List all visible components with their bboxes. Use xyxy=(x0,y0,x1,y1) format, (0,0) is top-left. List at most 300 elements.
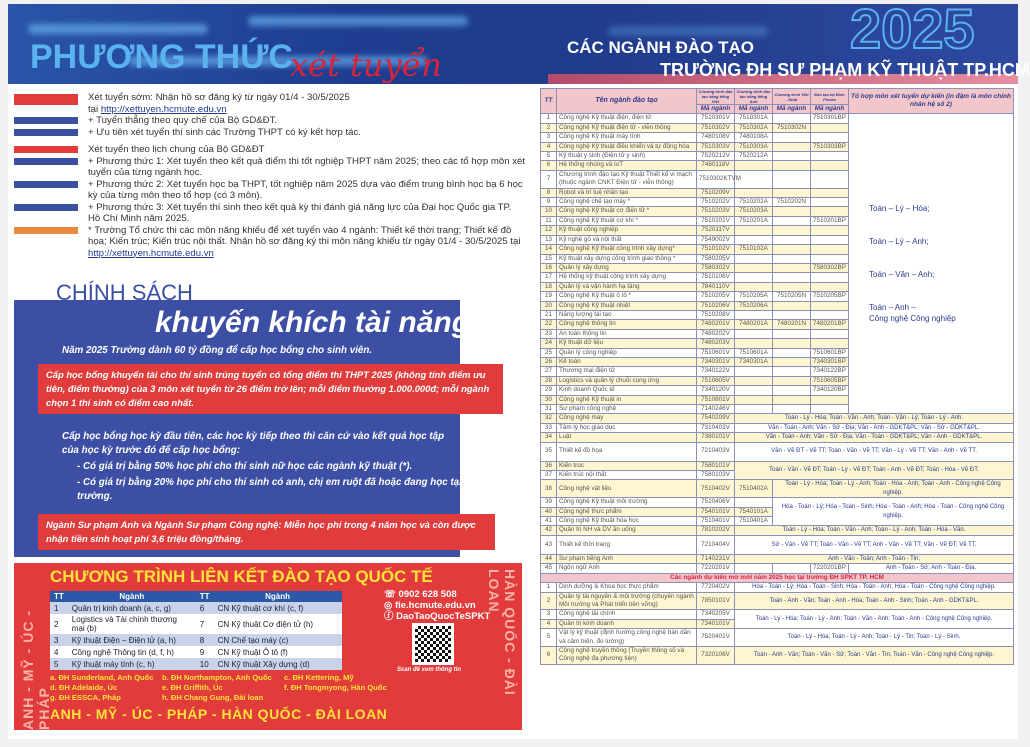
combination: Công nghệ Công nghiệp xyxy=(869,314,956,324)
code-binh-phuoc: 7510303BP xyxy=(811,142,849,151)
row-number: 39 xyxy=(541,498,557,507)
code-vietnamese: 7340120V xyxy=(697,386,735,395)
col-combinations: Tổ hợp môn xét tuyển dự kiến (in đậm là môn chính nhân hệ số 2) xyxy=(849,89,1014,114)
code-binh-phuoc xyxy=(811,161,849,170)
partner-university: g. ĐH ESSCA, Pháp xyxy=(50,693,121,702)
code-vietnamese: 7580101V xyxy=(697,461,735,470)
program-name: Năng lượng tái tạo xyxy=(557,310,697,319)
row-number: 13 xyxy=(541,235,557,244)
website[interactable]: fie.hcmute.edu.vn xyxy=(394,600,476,611)
code-vietnamese: 7510201V xyxy=(697,216,735,225)
row-number: 11 xyxy=(541,216,557,225)
direct-admission: + Tuyển thẳng theo quy chế của Bộ GD&ĐT. xyxy=(88,115,278,126)
row-number: 5 xyxy=(50,658,68,670)
program-name: Công nghệ Kỹ thuật môi trường xyxy=(557,498,697,507)
red-marker xyxy=(14,146,78,153)
code-vietnamese: 7520401V xyxy=(697,629,735,647)
row-number: 24 xyxy=(541,339,557,348)
code-vietnamese: 7580302V xyxy=(697,263,735,272)
program-name: Kỹ thuật công nghiệp xyxy=(557,226,697,235)
table-row xyxy=(541,114,1014,123)
code-vietnamese: 7580205V xyxy=(697,254,735,263)
partner-university: d. ĐH Adelaide, Úc xyxy=(50,683,118,692)
code-japanese xyxy=(773,207,811,216)
admission-link[interactable]: http://xettuyen.hcmute.edu.vn xyxy=(100,103,227,115)
row-number: 35 xyxy=(541,442,557,461)
admission-combinations: Văn - Toán - Anh; Văn - Sử - Địa; Văn - Toán - GDKT&PL; Văn - Anh - GDKT&PL. xyxy=(735,433,1014,442)
row-number: 34 xyxy=(541,433,557,442)
priority-admission: + Ưu tiên xét tuyển thí sinh các Trường THPT có ký kết hợp tác. xyxy=(88,126,361,138)
code-binh-phuoc xyxy=(811,310,849,319)
col-japanese: Chương trình Việt - Nhật xyxy=(773,89,811,105)
code-vietnamese: 7510601V xyxy=(697,348,735,357)
code-english xyxy=(735,161,773,170)
code-english xyxy=(735,339,773,348)
admission-combinations: Anh - Văn - Toán; Anh - Toán - Tin; xyxy=(735,554,1014,563)
code-japanese: 7510205N xyxy=(773,292,811,301)
program-name: Công nghệ Kỹ thuật hóa học xyxy=(557,517,697,526)
row-number: 6 xyxy=(196,602,214,614)
row-number: 6 xyxy=(541,646,557,664)
code-binh-phuoc xyxy=(811,226,849,235)
code-binh-phuoc: 7510205BP xyxy=(811,292,849,301)
row-number: 1 xyxy=(50,602,68,614)
programs-table-wrap xyxy=(540,88,1014,665)
code-binh-phuoc xyxy=(811,235,849,244)
row-number: 2 xyxy=(50,614,68,634)
code-english xyxy=(735,386,773,395)
intl-row xyxy=(50,634,342,646)
at-label: tại xyxy=(88,103,101,115)
code-vietnamese: 7510203V xyxy=(697,207,735,216)
code-japanese: 7510302N xyxy=(773,123,811,132)
row-number: 8 xyxy=(541,188,557,197)
code-binh-phuoc xyxy=(811,198,849,207)
row-number: 3 xyxy=(50,634,68,646)
table-row xyxy=(541,480,1014,498)
code-japanese xyxy=(773,348,811,357)
facebook[interactable]: DaoTaoQuocTeSPKT xyxy=(396,611,491,622)
code-vietnamese: 7850101V xyxy=(697,592,735,610)
combinations-main xyxy=(849,114,1014,414)
early-admission: Xét tuyển sớm: Nhận hồ sơ đăng ký từ ngày 01/4 - 30/5/2025 xyxy=(88,92,350,103)
row-number: 22 xyxy=(541,320,557,329)
code-vietnamese: 7549002V xyxy=(697,235,735,244)
table-row xyxy=(541,433,1014,442)
major-name: CN Chế tạo máy (c) xyxy=(214,634,342,646)
code-english xyxy=(735,263,773,272)
col-tt: TT xyxy=(196,591,214,602)
code-japanese xyxy=(773,152,811,161)
table-row xyxy=(541,629,1014,647)
programs-title: CÁC NGÀNH ĐÀO TẠO xyxy=(567,38,754,57)
row-number: 7 xyxy=(196,614,214,634)
row-number: 31 xyxy=(541,405,557,414)
row-number: 18 xyxy=(541,282,557,291)
major-name: Logistics và Tài chính thương mại (b) xyxy=(68,614,196,634)
major-name: CN Kỹ thuật Cơ điện tử (h) xyxy=(214,614,342,634)
admission-combinations: Anh - Toán - Sử; Anh - Toán - Địa. xyxy=(849,564,1014,573)
code-japanese xyxy=(773,405,811,414)
program-name: Kỹ nghệ gỗ và nội thất xyxy=(557,235,697,244)
program-name: Công nghệ Kỹ thuật công trình xây dựng* xyxy=(557,245,697,254)
method-1: + Phương thức 1: Xét tuyển theo kết quả điểm thi tốt nghiệp THPT năm 2025; theo các tổ hợp môn xét tuyển của từng ngành học. xyxy=(88,155,526,178)
table-row xyxy=(541,414,1014,423)
program-name: Quản lý xây dựng xyxy=(557,263,697,272)
major-name: CN Kỹ thuật Ô tô (f) xyxy=(214,646,342,658)
countries-banner: ANH - MỸ - ÚC - PHÁP - HÀN QUỐC - ĐÀI LOAN xyxy=(50,706,388,722)
code-english: 7510205A xyxy=(735,292,773,301)
program-name: Công nghệ thực phẩm xyxy=(557,507,697,516)
program-name: Công nghệ Kỹ thuật ô tô * xyxy=(557,292,697,301)
program-name: Robot và trí tuệ nhân tạo xyxy=(557,188,697,197)
combination: Toán – Lý – Hóa; xyxy=(869,204,930,214)
phone-icon: ☏ xyxy=(384,589,399,600)
method-3: + Phương thức 3: Xét tuyển thí sinh theo kết quả kỳ thi đánh giá năng lực của Đại học Quốc gia TP. Hồ Chí Minh năm 2025. xyxy=(88,201,512,224)
admission-combinations: Hóa - Toán - Lý; Hóa - Toán - Sinh; Hóa - Toán - Anh; Hóa - Toán - Công nghệ Công nghiệp. xyxy=(735,583,1014,592)
code-binh-phuoc xyxy=(811,273,849,282)
table-row xyxy=(541,526,1014,535)
admission-combinations: Hóa - Toán - Lý; Hóa - Toán - Sinh; Hóa - Toán - Anh; Hóa - Toán - Công nghệ Công nghiệp. xyxy=(773,498,1014,526)
code-japanese xyxy=(773,114,811,123)
code-vietnamese: 7480118V xyxy=(697,161,735,170)
aptitude-note: * Trường Tổ chức thi các môn năng khiếu để xét tuyển vào 4 ngành: Thiết kế thời trang; Thiết kế đồ họa; Kiến trúc; Kiến trúc nội thất. Nhận hồ sơ đăng ký thi môn năng khiếu từ ngày 01/4 - 30/5/2025 tại xyxy=(88,224,521,247)
code-english xyxy=(735,329,773,338)
code-label: Mã ngành xyxy=(697,105,735,114)
program-name: Kinh doanh Quốc tế xyxy=(557,386,697,395)
program-name: Quản trị kinh doanh xyxy=(557,619,697,628)
methods-title: PHƯƠNG THỨC xyxy=(30,38,293,76)
col-major: Ngành xyxy=(68,591,196,602)
code-japanese xyxy=(773,133,811,142)
row-number: 9 xyxy=(541,198,557,207)
program-name: Sư phạm công nghệ xyxy=(557,405,697,414)
web-icon: ◎ xyxy=(384,600,395,611)
code-binh-phuoc: 7510301BP xyxy=(811,114,849,123)
table-row xyxy=(541,554,1014,563)
code-binh-phuoc: 7480201BP xyxy=(811,320,849,329)
intl-row xyxy=(50,602,342,614)
program-name: Công nghệ Kỹ thuật điện tử - viễn thông xyxy=(557,123,697,132)
admission-combinations: Toán - Anh - Văn; Toán - Anh - Hóa; Toán - Anh - Sinh; Toán - Anh - GDKT&PL. xyxy=(735,592,1014,610)
program-name: Công nghệ Kỹ thuật cơ khí * xyxy=(557,216,697,225)
row-number: 14 xyxy=(541,245,557,254)
code-vietnamese: 7510301V xyxy=(697,114,735,123)
row-number: 23 xyxy=(541,329,557,338)
semester-scholarship: Cấp học bổng học kỳ đầu tiên, các học kỳ tiếp theo thì căn cứ vào kết quả học tập của học kỳ trước đó để cấp học bổng: xyxy=(62,431,445,456)
orange-marker xyxy=(14,227,78,234)
code-binh-phuoc xyxy=(811,133,849,142)
partner-university: c. ĐH Kettering, Mỹ xyxy=(284,673,354,682)
policy-subheading: khuyến khích tài năng xyxy=(155,306,471,339)
program-name: Công nghệ Kỹ thuật cơ điện tử * xyxy=(557,207,697,216)
table-row xyxy=(541,646,1014,664)
row-number: 4 xyxy=(541,142,557,151)
partner-university: a. ĐH Sunderland, Anh Quốc xyxy=(50,673,154,682)
code-n xyxy=(773,564,811,573)
code-a xyxy=(735,498,773,507)
row-number: 33 xyxy=(541,423,557,432)
code-vietnamese: 7510106V xyxy=(697,273,735,282)
code-vietnamese: 7510401V xyxy=(697,517,735,526)
program-name: Hệ thống nhúng và IoT xyxy=(557,161,697,170)
admission-combinations: Toán - Anh - Văn; Toán - Văn - Sử; Toán - Văn - Tin; Toán - Văn - Công nghệ Công nghiệp. xyxy=(735,646,1014,664)
code-vietnamese: 7140231V xyxy=(697,554,735,563)
code-binh-phuoc: 7340122BP xyxy=(811,367,849,376)
code-vietnamese: 7480201V xyxy=(697,320,735,329)
section-row xyxy=(541,573,1014,582)
code-binh-phuoc: 7580302BP xyxy=(811,263,849,272)
blue-marker xyxy=(14,129,78,136)
code-binh-phuoc xyxy=(811,188,849,197)
combination: Toán – Lý – Anh; xyxy=(869,237,929,247)
admission-combinations: Văn - Vẽ ĐT - Vẽ TT; Toán - Văn - Vẽ TT; Văn - Lý - Vẽ TT; Văn - Anh - Vẽ TT. xyxy=(735,442,1014,461)
program-name: Kỹ thuật xây dựng công trình giao thông * xyxy=(557,254,697,263)
code-japanese xyxy=(773,367,811,376)
row-number: 37 xyxy=(541,471,557,480)
program-name: Công nghệ thông tin xyxy=(557,320,697,329)
program-name: Công nghệ may xyxy=(557,414,697,423)
code-vietnamese: 7510202V xyxy=(697,198,735,207)
code-english: 7510302A xyxy=(735,123,773,132)
col-english: Chương trình đào tạo bằng tiếng Anh xyxy=(735,89,773,105)
col-name: Tên ngành đào tạo xyxy=(557,89,697,114)
code-english: 7520212A xyxy=(735,152,773,161)
intl-row xyxy=(50,658,342,670)
partner-university: f. ĐH Tongmyong, Hàn Quốc xyxy=(284,683,387,692)
code-binh-phuoc: 7510201BP xyxy=(811,216,849,225)
admission-combinations: Toán - Văn - Vẽ ĐT; Toán - Lý - Vẽ ĐT; Toán - Anh - Vẽ ĐT; Toán - Hóa - Vẽ ĐT. xyxy=(735,461,1014,480)
row-number: 7 xyxy=(541,170,557,188)
major-name: CN Kỹ thuật Xây dựng (d) xyxy=(214,658,342,670)
code-japanese xyxy=(773,282,811,291)
female-scholarship: - Có giá trị bằng 50% học phí cho thí sinh nữ học các ngành kỹ thuật (*). xyxy=(77,461,413,472)
row-number: 27 xyxy=(541,367,557,376)
code-vietnamese: 7510205V xyxy=(697,292,735,301)
code-binh-phuoc xyxy=(811,301,849,310)
col-tt: TT xyxy=(50,591,68,602)
code-a xyxy=(735,564,773,573)
code-japanese xyxy=(773,216,811,225)
code-vietnamese: 7380101V xyxy=(697,433,735,442)
program-name: Thương mại điện tử xyxy=(557,367,697,376)
code-japanese xyxy=(773,376,811,385)
code-japanese xyxy=(773,301,811,310)
code-binh-phuoc xyxy=(811,123,849,132)
code-japanese xyxy=(773,357,811,366)
code-binh-phuoc xyxy=(811,282,849,291)
qr-code[interactable] xyxy=(412,623,454,665)
table-row xyxy=(541,461,1014,470)
programs-table xyxy=(540,88,1014,665)
row-number: 6 xyxy=(541,161,557,170)
program-name: Luật xyxy=(557,433,697,442)
code-japanese xyxy=(773,386,811,395)
row-number: 40 xyxy=(541,507,557,516)
table-row xyxy=(541,442,1014,461)
code-japanese xyxy=(773,161,811,170)
row-number: 2 xyxy=(541,123,557,132)
code-vietnamese: 7220201V xyxy=(697,564,735,573)
code-english: 7510203A xyxy=(735,207,773,216)
row-number: 19 xyxy=(541,292,557,301)
col-tt: TT xyxy=(541,89,557,114)
talent-scholarship: Cấp học bổng khuyến tài cho thí sinh trúng tuyển có tổng điểm thi THPT 2025 (không tính điểm ưu tiên, điểm thưởng) của 3 môn xét tuyển từ 26 điểm trở lên; mỗi điểm thưởng 1.000.000đ; mỗi ngành chọn 1 thí sinh có điểm cao nhất. xyxy=(38,364,503,414)
code-english xyxy=(735,254,773,263)
program-name: Công nghệ Kỹ thuật điều khiển và tự động hóa xyxy=(557,142,697,151)
code-vietnamese: 7810202V xyxy=(697,526,735,535)
code-a: 7510402A xyxy=(735,480,773,498)
partner-university: h. ĐH Chang Gung, Đài loan xyxy=(162,693,264,702)
major-name: Công nghệ Thông tin (d, f, h) xyxy=(68,646,196,658)
policy-budget: Năm 2025 Trường dành 60 tỷ đồng để cấp học bổng cho sinh viên. xyxy=(62,345,373,356)
code-english: 7510206A xyxy=(735,301,773,310)
program-name: Công nghệ Kỹ thuật nhiệt xyxy=(557,301,697,310)
row-number: 45 xyxy=(541,564,557,573)
program-name: Công nghệ chế tạo máy * xyxy=(557,198,697,207)
code-binh-phuoc: 7340120BP xyxy=(811,386,849,395)
code-japanese xyxy=(773,235,811,244)
code-binh-phuoc: 7340301BP xyxy=(811,357,849,366)
admission-methods xyxy=(14,92,526,259)
code-vietnamese: 7140246V xyxy=(697,405,735,414)
code-japanese xyxy=(773,226,811,235)
program-name: Quản lý và vận hành hạ tầng xyxy=(557,282,697,291)
policy-heading: CHÍNH SÁCH xyxy=(56,280,193,305)
code-japanese xyxy=(773,142,811,151)
row-number: 9 xyxy=(196,646,214,658)
code-vietnamese: 7480108V xyxy=(697,133,735,142)
table-row xyxy=(541,564,1014,573)
phone: 0902 628 508 xyxy=(398,589,457,600)
code-vietnamese: 7520117V xyxy=(697,226,735,235)
methods-title-script: xét tuyển xyxy=(290,46,442,84)
code-english: 7340301A xyxy=(735,357,773,366)
blue-marker xyxy=(14,204,78,211)
partner-universities xyxy=(50,673,396,703)
admission-combinations: Toán - Lý - Hóa; Toán - Văn - Anh; Toán - Lý - Anh; Toán - Hóa - Văn. xyxy=(735,526,1014,535)
code-vietnamese: 7580103V xyxy=(697,471,735,480)
university-name: TRƯỜNG ĐH SƯ PHẠM KỸ THUẬT TP.HCM xyxy=(660,60,1030,80)
sibling-scholarship: - Có giá trị bằng 20% học phí cho thí sinh có anh, chị em ruột đã hoặc đang học tại trường. xyxy=(77,477,462,502)
code-japanese: 7510202N xyxy=(773,198,811,207)
code-binh-phuoc xyxy=(811,170,849,188)
code-english xyxy=(735,273,773,282)
intl-title: CHƯƠNG TRÌNH LIÊN KẾT ĐÀO TẠO QUỐC TẾ xyxy=(50,567,433,586)
col-major: Ngành xyxy=(214,591,342,602)
code-english: 7510201A xyxy=(735,216,773,225)
code-binh-phuoc xyxy=(811,152,849,161)
code-label: Mã ngành xyxy=(735,105,773,114)
year-label: 2025 xyxy=(850,0,975,60)
code-bp: 7220201BP xyxy=(811,564,849,573)
table-row xyxy=(541,592,1014,610)
row-number: 5 xyxy=(541,152,557,161)
code-vietnamese: 7510402V xyxy=(697,480,735,498)
code-english xyxy=(735,367,773,376)
program-name: Công nghệ Kỹ thuật in xyxy=(557,395,697,404)
program-name: Kỹ thuật dữ liệu xyxy=(557,339,697,348)
code-vietnamese: 7310403V xyxy=(697,423,735,432)
contact-info xyxy=(384,589,490,622)
code-japanese xyxy=(773,329,811,338)
program-name: Kiến trúc nội thất xyxy=(557,471,697,480)
admission-combinations: Toán - Lý - Hóa; Toán - Lý - Anh; Toán - Văn - Anh; Toán - Anh - Công nghệ Công nghiệp. xyxy=(735,610,1014,629)
program-name: Hệ thống kỹ thuật công trình xây dựng xyxy=(557,273,697,282)
code-english xyxy=(735,395,773,404)
admission-combinations: Toán - Lý - Hóa; Toán - Lý - Anh; Toán - Hóa - Anh; Toán - Anh - Công nghệ Công nghiệp. xyxy=(773,480,1014,498)
row-number: 16 xyxy=(541,263,557,272)
code-japanese xyxy=(773,310,811,319)
combination: Toán – Anh – xyxy=(869,303,916,313)
code-vietnamese: 7540209V xyxy=(697,414,735,423)
pedagogy-tuition-waiver: Ngành Sư phạm Anh và Ngành Sư phạm Công nghệ: Miễn học phí trong 4 năm học và còn được nhận tiền sinh hoạt phí 3,6 triệu đồng/tháng. xyxy=(38,514,495,550)
major-name: Kỹ thuật Điện – Điện tử (a, h) xyxy=(68,634,196,646)
code-japanese xyxy=(773,273,811,282)
code-vietnamese: 7210403V xyxy=(697,442,735,461)
program-name: Công nghệ vật liệu xyxy=(557,480,697,498)
row-number: 10 xyxy=(196,658,214,670)
table-row xyxy=(541,498,1014,507)
row-number: 4 xyxy=(541,619,557,628)
code-japanese xyxy=(773,254,811,263)
program-name: Công nghệ truyền thông (Truyền thông số và Công nghệ đa phương tiện) xyxy=(557,646,697,664)
admission-link-2[interactable]: http://xettuyen.hcmute.edu.vn xyxy=(88,247,214,259)
code-vietnamese: 7510801V xyxy=(697,395,735,404)
major-name: CN Kỹ thuật cơ khí (c, f) xyxy=(214,602,342,614)
code-english: 7480108A xyxy=(735,133,773,142)
code-english: 7510202A xyxy=(735,198,773,207)
row-number: 3 xyxy=(541,610,557,619)
code-vietnamese: 7510302KTVM xyxy=(697,170,735,188)
code-japanese: 7480201N xyxy=(773,320,811,329)
row-number: 21 xyxy=(541,310,557,319)
row-number: 41 xyxy=(541,517,557,526)
row-number: 8 xyxy=(196,634,214,646)
row-number: 26 xyxy=(541,357,557,366)
new-programs-heading: Các ngành dự kiến mở mới năm 2025 học tại trường ĐH SPKT TP. HCM xyxy=(541,573,1014,582)
code-english xyxy=(735,405,773,414)
code-a: 7540101A xyxy=(735,507,773,516)
code-vietnamese: 7520212V xyxy=(697,152,735,161)
program-name: Vật lý kỹ thuật (định hướng công nghệ bán dẫn và cảm biến, đo lường) xyxy=(557,629,697,647)
row-number: 42 xyxy=(541,526,557,535)
side-label-right: HÀN QUỐC - ĐÀI LOAN xyxy=(486,569,518,696)
code-english xyxy=(735,376,773,385)
code-vietnamese: 7510209V xyxy=(697,188,735,197)
row-number: 36 xyxy=(541,461,557,470)
program-name: Dinh dưỡng & Khoa học thực phẩm xyxy=(557,583,697,592)
row-number: 25 xyxy=(541,348,557,357)
code-japanese xyxy=(773,170,811,188)
partner-university: e. ĐH Griffith, Úc xyxy=(162,683,223,692)
row-number: 17 xyxy=(541,273,557,282)
code-binh-phuoc: 7510601BP xyxy=(811,348,849,357)
code-vietnamese: 7340101V xyxy=(697,619,735,628)
code-vietnamese: 7510406V xyxy=(697,498,735,507)
major-name: Quản trị kinh doanh (a, c, g) xyxy=(68,602,196,614)
row-number: 43 xyxy=(541,535,557,554)
code-english: 7510601A xyxy=(735,348,773,357)
program-name: Thiết kế đồ họa xyxy=(557,442,697,461)
table-row xyxy=(541,583,1014,592)
row-number: 10 xyxy=(541,207,557,216)
code-vietnamese: 7510208V xyxy=(697,310,735,319)
code-english xyxy=(735,310,773,319)
intl-row xyxy=(50,646,342,658)
code-binh-phuoc xyxy=(811,339,849,348)
program-name: An toàn thông tin xyxy=(557,329,697,338)
